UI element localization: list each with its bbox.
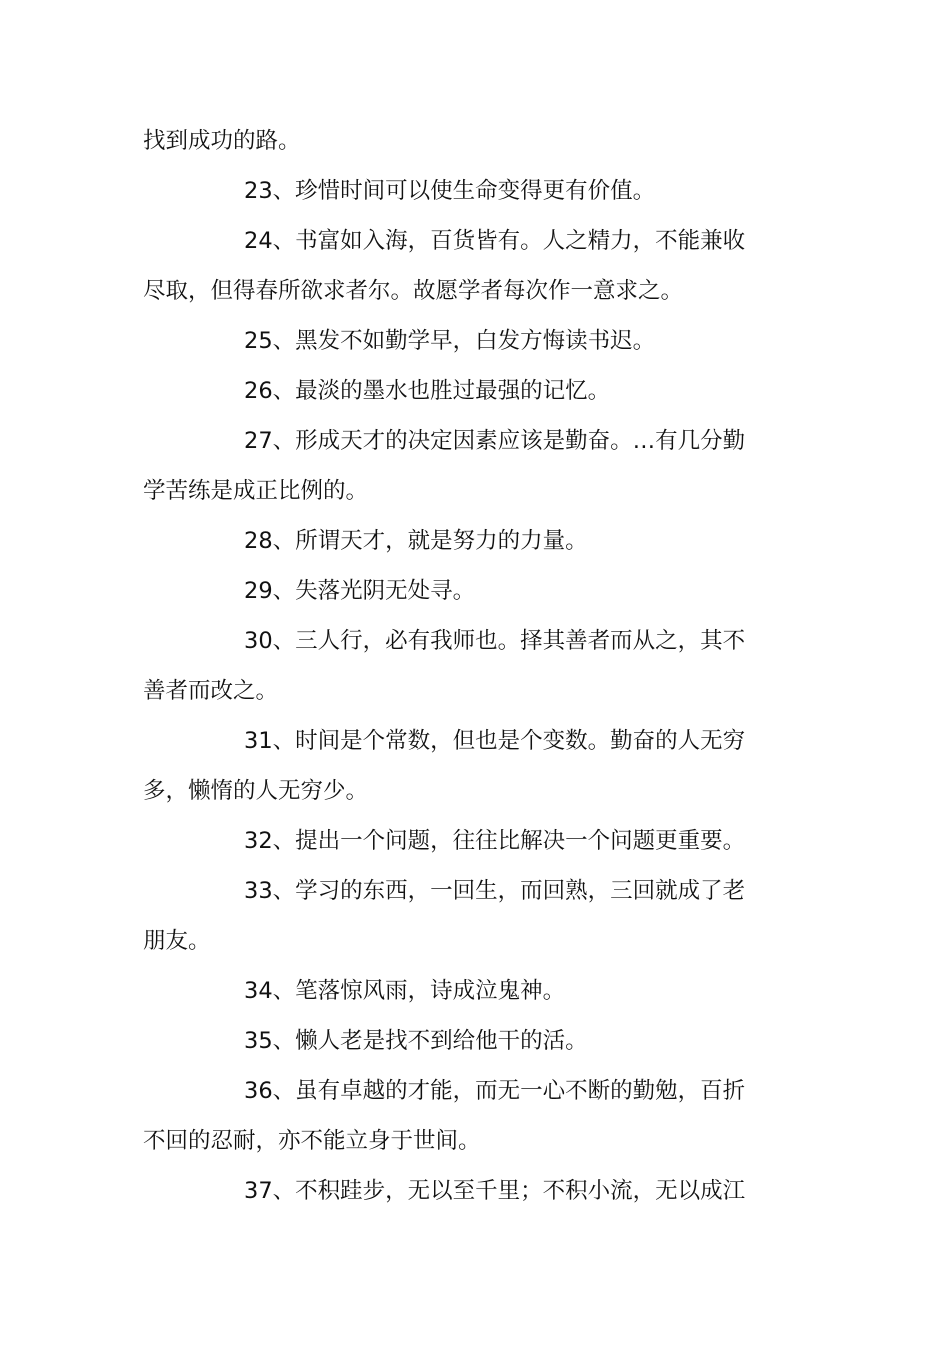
quote-26: 26、最淡的墨水也胜过最强的记忆。	[244, 378, 611, 404]
quote-29: 29、失落光阴无处寻。	[244, 578, 476, 604]
quote-35: 35、懒人老是找不到给他干的活。	[244, 1028, 588, 1054]
quote-36-continuation: 不回的忍耐，亦不能立身于世间。	[143, 1128, 481, 1154]
quote-25: 25、黑发不如勤学早，白发方悔读书迟。	[244, 328, 656, 354]
quote-37: 37、不积跬步，无以至千里；不积小流，无以成江	[244, 1178, 746, 1204]
quote-31: 31、时间是个常数，但也是个变数。勤奋的人无穷	[244, 728, 746, 754]
quote-34: 34、笔落惊风雨，诗成泣鬼神。	[244, 978, 566, 1004]
text-line-continuation: 找到成功的路。	[143, 128, 301, 154]
quote-33: 33、学习的东西，一回生，而回熟，三回就成了老	[244, 878, 746, 904]
quote-28: 28、所谓天才，就是努力的力量。	[244, 528, 588, 554]
quote-36: 36、虽有卓越的才能，而无一心不断的勤勉，百折	[244, 1078, 746, 1104]
quote-30-continuation: 善者而改之。	[143, 678, 279, 704]
quote-33-continuation: 朋友。	[143, 928, 211, 954]
quote-30: 30、三人行，必有我师也。择其善者而从之，其不	[244, 628, 746, 654]
quote-23: 23、珍惜时间可以使生命变得更有价值。	[244, 178, 656, 204]
quote-27-continuation: 学苦练是成正比例的。	[143, 478, 369, 504]
quote-27: 27、形成天才的决定因素应该是勤奋。…有几分勤	[244, 428, 746, 454]
quote-31-continuation: 多，懒惰的人无穷少。	[143, 778, 369, 804]
quote-24: 24、书富如入海，百货皆有。人之精力，不能兼收	[244, 228, 746, 254]
quote-24-continuation: 尽取，但得春所欲求者尔。故愿学者每次作一意求之。	[143, 278, 684, 304]
quote-32: 32、提出一个问题，往往比解决一个问题更重要。	[244, 828, 746, 854]
